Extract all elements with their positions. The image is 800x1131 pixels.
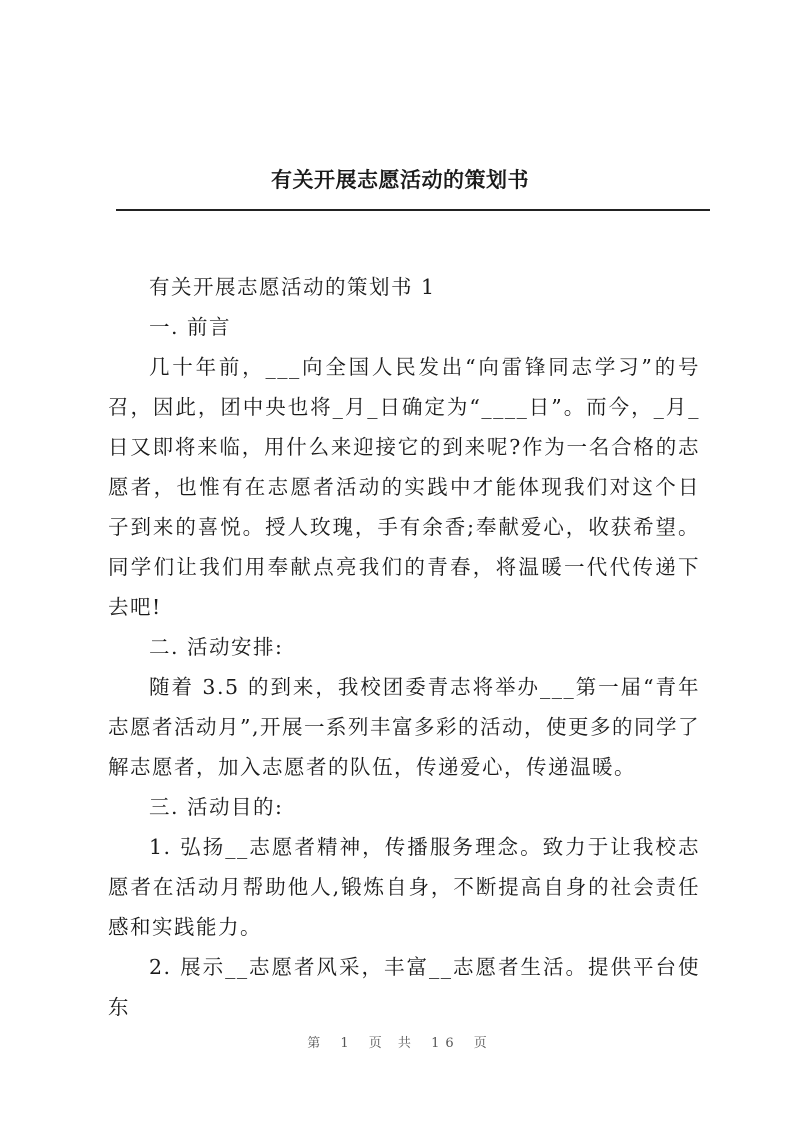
- footer-current-page: 1: [340, 1036, 355, 1051]
- footer-label-pages: 页: [473, 1036, 493, 1051]
- body-paragraph: 1. 弘扬__志愿者精神，传播服务理念。致力于让我校志愿者在活动月帮助他人,锻炼自身，不断提高自身的社会责任感和实践能力。: [108, 835, 700, 939]
- document-body: [108, 267, 700, 1027]
- body-paragraph: 2. 展示__志愿者风采，丰富__志愿者生活。提供平台使东: [108, 955, 700, 1019]
- body-paragraph: 有关开展志愿活动的策划书 1: [149, 275, 436, 299]
- footer-label-of: 页 共: [368, 1036, 417, 1051]
- document-title: 有关开展志愿活动的策划书: [271, 168, 529, 192]
- body-paragraph: 三. 活动目的:: [149, 795, 284, 819]
- title-divider: [116, 209, 710, 211]
- body-paragraph: 一. 前言: [149, 315, 232, 339]
- page-footer: [0, 1032, 800, 1051]
- body-paragraph: 几十年前，___向全国人民发出“向雷锋同志学习”的号召，因此，团中央也将_月_日确定为“____日”。而今，_月_日又即将来临，用什么来迎接它的到来呢?作为一名合格的志愿者，也惟有在志愿者活动的实践中才能体现我们对这个日子到来的喜悦。授人玫瑰，手有余香;奉献爱心，收获希望。同学们让我们用奉献点亮我们的青春，将温暖一代代传递下去吧!: [108, 355, 700, 619]
- footer-total-pages: 16: [431, 1036, 460, 1051]
- footer-label-page: 第: [307, 1036, 327, 1051]
- body-paragraph: 随着 3.5 的到来，我校团委青志将举办___第一届“青年志愿者活动月”,开展一系列丰富多彩的活动，使更多的同学了解志愿者，加入志愿者的队伍，传递爱心，传递温暖。: [108, 675, 700, 779]
- body-paragraph: 二. 活动安排:: [149, 635, 284, 659]
